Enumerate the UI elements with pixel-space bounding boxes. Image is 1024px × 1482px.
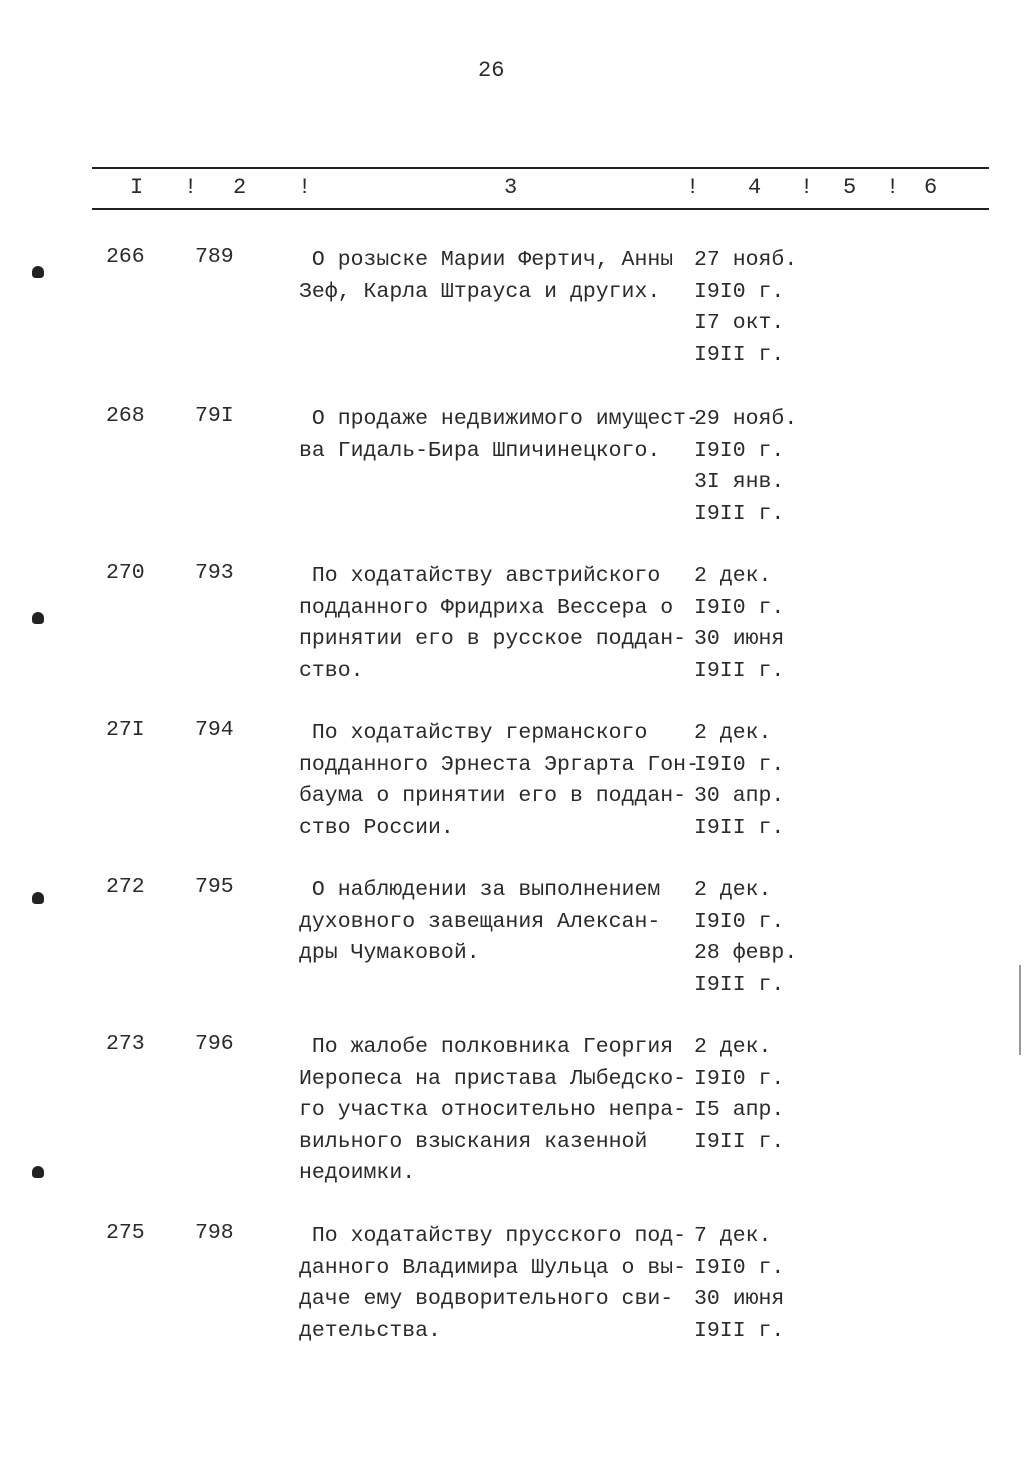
date-line: 28 февр. [694, 941, 798, 965]
date-line: 3I янв. [694, 470, 785, 494]
row-number: 266 [106, 245, 145, 269]
title-line: О розыске Марии Фертич, Анны [299, 248, 674, 272]
title-line: недоимки. [299, 1161, 416, 1185]
header-rule-bottom [92, 208, 989, 210]
title-line: даче ему водворительного сви- [299, 1287, 674, 1311]
date-line: I9I0 г. [694, 752, 785, 777]
date-line: I5 апр. [694, 1098, 785, 1122]
title-line: баума о принятии его в поддан- [299, 784, 687, 808]
title-line: ва Гидаль-Бира Шпичинецкого. [299, 438, 661, 463]
binding-hole-mark [32, 266, 44, 278]
case-title [299, 1221, 686, 1347]
case-dates [694, 875, 797, 1001]
row-number: 268 [106, 404, 145, 428]
date-line: I9I0 г. [694, 595, 785, 620]
row-number: 273 [106, 1032, 145, 1056]
row-number: 270 [106, 561, 145, 585]
date-line: 30 июня [694, 627, 785, 651]
date-line: I9I0 г. [694, 438, 785, 463]
column-separator: ! [800, 175, 814, 200]
date-line: I9II г. [694, 501, 785, 526]
case-title [299, 1032, 686, 1190]
date-line: I9I0 г. [694, 1255, 785, 1280]
title-line: подданного Фридриха Вессера о [299, 595, 674, 620]
case-dates [694, 1221, 784, 1347]
title-line: По ходатайству германского [299, 721, 648, 745]
binding-hole-mark [32, 892, 44, 904]
header-rule-top [92, 167, 989, 169]
date-line: 30 апр. [694, 784, 785, 808]
column-header-2: 2 [233, 175, 247, 200]
title-line: ство России. [299, 815, 454, 840]
column-separator: ! [184, 175, 198, 200]
column-header-1: I [130, 175, 144, 200]
binding-hole-mark [32, 1166, 44, 1178]
date-line: 2 дек. [694, 878, 772, 902]
date-line: 30 июня [694, 1287, 785, 1311]
date-line: I9II г. [694, 1129, 785, 1154]
title-line: духовного завещания Алексан- [299, 909, 661, 934]
case-dates [694, 404, 797, 530]
column-separator: ! [686, 175, 700, 200]
case-number: 795 [195, 875, 234, 899]
case-dates [694, 1032, 784, 1158]
title-line: дры Чумаковой. [299, 941, 480, 965]
row-number: 27I [106, 718, 145, 742]
case-number: 798 [195, 1221, 234, 1245]
page-number: 26 [478, 58, 505, 83]
date-line: 2 дек. [694, 564, 772, 588]
date-line: 29 нояб. [694, 407, 798, 431]
date-line: I9I0 г. [694, 1066, 785, 1091]
title-line: Иеропеса на пристава Лыбедско- [299, 1066, 687, 1091]
case-dates [694, 561, 784, 687]
date-line: I9I0 г. [694, 909, 785, 934]
title-line: детельства. [299, 1318, 441, 1343]
case-title [299, 718, 699, 844]
date-line: I9II г. [694, 815, 785, 840]
date-line: 2 дек. [694, 721, 772, 745]
binding-hole-mark [32, 612, 44, 624]
date-line: 27 нояб. [694, 248, 798, 272]
column-header-4: 4 [748, 175, 762, 200]
date-line: 2 дек. [694, 1035, 772, 1059]
case-number: 794 [195, 718, 234, 742]
column-separator: ! [886, 175, 900, 200]
row-number: 275 [106, 1221, 145, 1245]
case-title [299, 561, 686, 687]
title-line: ство. [299, 658, 364, 683]
title-line: подданного Эрнеста Эргарта Гон- [299, 752, 699, 777]
date-line: I9II г. [694, 342, 785, 367]
date-line: I9I0 г. [694, 279, 785, 304]
case-number: 796 [195, 1032, 234, 1056]
column-separator: ! [298, 175, 312, 200]
title-line: По ходатайству австрийского [299, 564, 661, 588]
date-line: I9II г. [694, 1318, 785, 1343]
title-line: По ходатайству прусского под- [299, 1224, 687, 1248]
title-line: вильного взыскания казенной [299, 1129, 648, 1154]
title-line: Зеф, Карла Штрауса и других. [299, 279, 661, 304]
case-number: 79I [195, 404, 234, 428]
case-number: 789 [195, 245, 234, 269]
title-line: По жалобе полковника Георгия [299, 1035, 674, 1059]
column-header-5: 5 [843, 175, 857, 200]
column-header-6: 6 [924, 175, 938, 200]
title-line: принятии его в русское поддан- [299, 627, 687, 651]
date-line: I9II г. [694, 658, 785, 683]
title-line: О наблюдении за выполнением [299, 878, 661, 902]
case-number: 793 [195, 561, 234, 585]
row-number: 272 [106, 875, 145, 899]
case-title [299, 404, 699, 467]
date-line: I9II г. [694, 972, 785, 997]
case-dates [694, 245, 797, 371]
column-header-3: 3 [504, 175, 518, 200]
title-line: О продаже недвижимого имущест- [299, 407, 699, 431]
title-line: данного Владимира Шульца о вы- [299, 1255, 687, 1280]
case-title [299, 875, 660, 970]
date-line: 7 дек. [694, 1224, 772, 1248]
date-line: I7 окт. [694, 311, 785, 335]
case-dates [694, 718, 784, 844]
case-title [299, 245, 673, 308]
title-line: го участка относительно непра- [299, 1098, 687, 1122]
page-edge-mark [1019, 965, 1021, 1055]
